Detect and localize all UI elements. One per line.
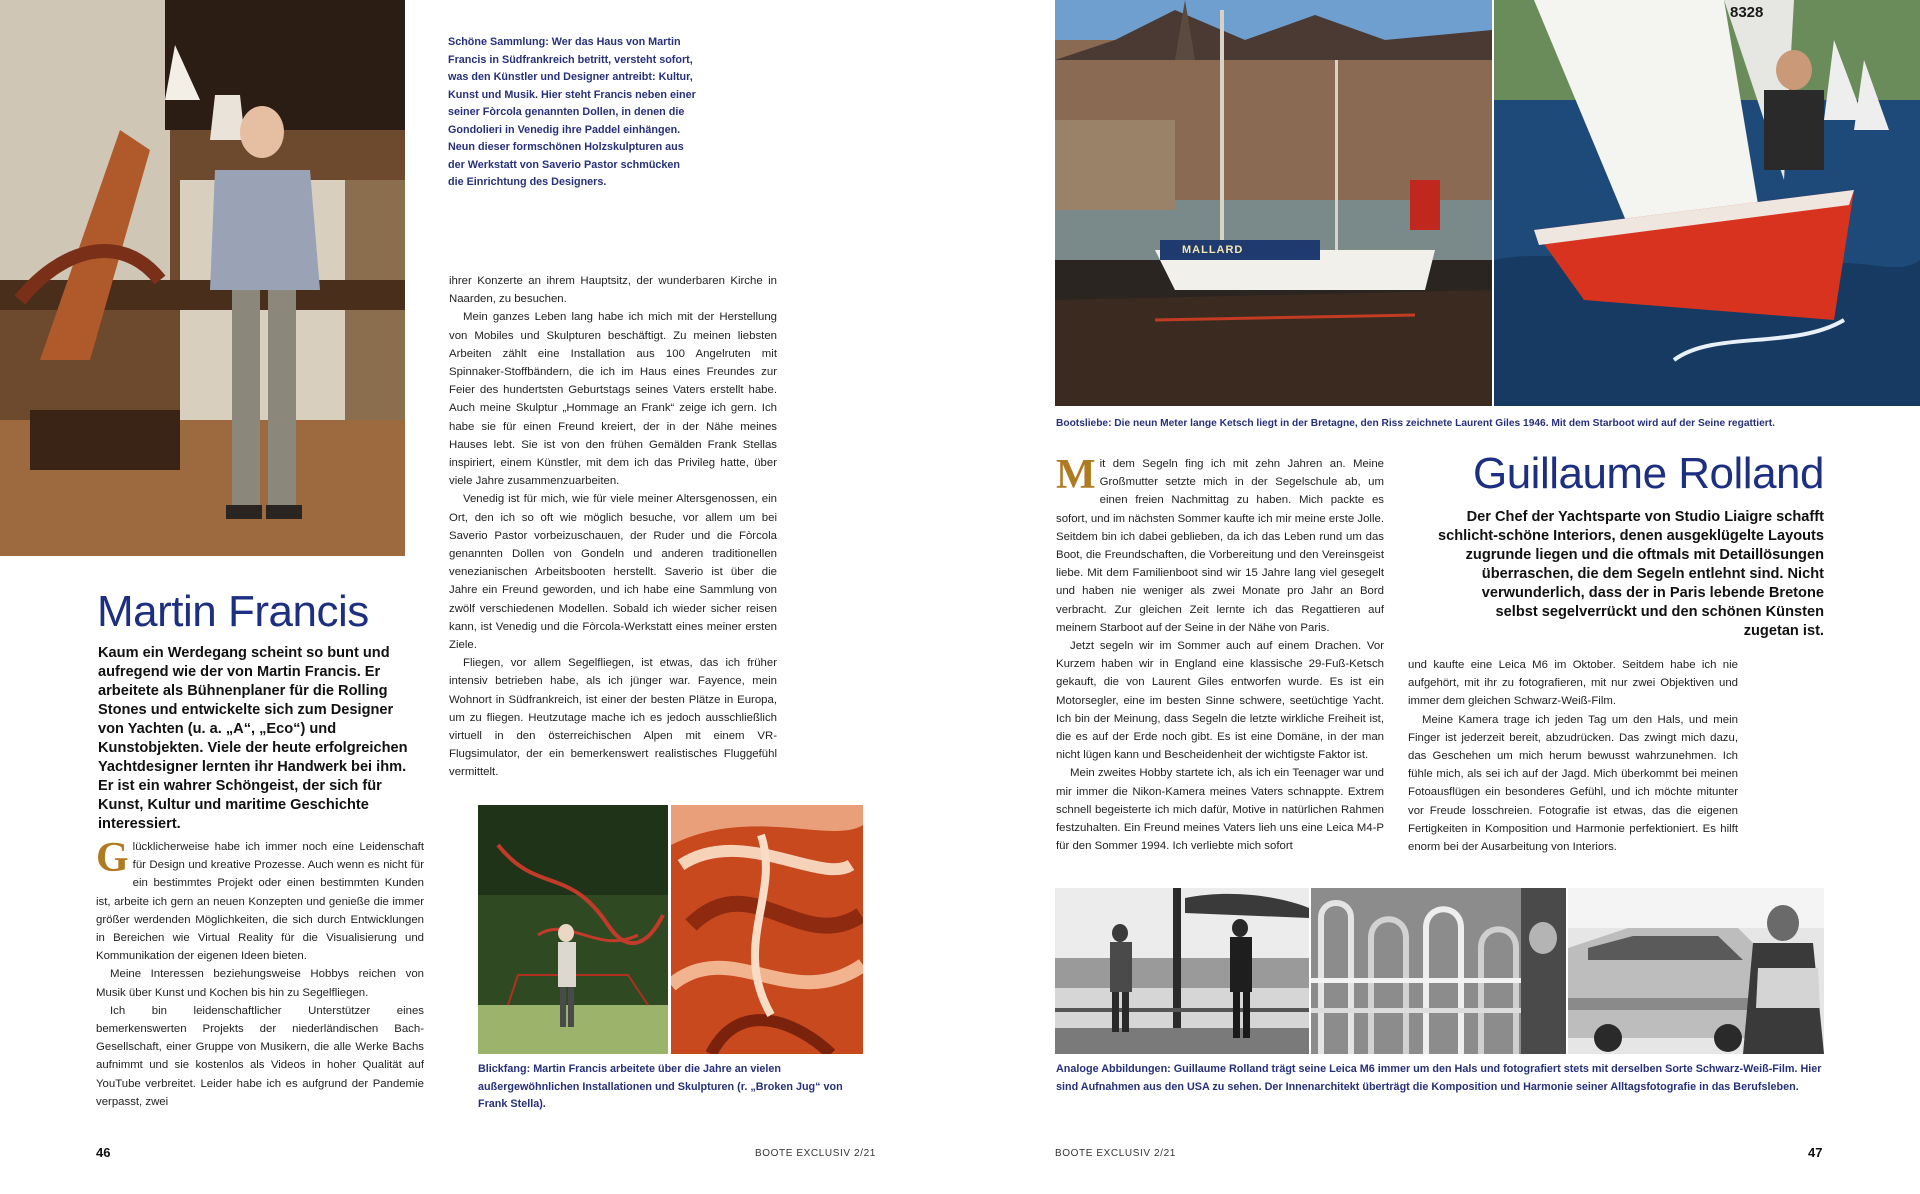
lead-paragraph-guillaume-rolland: Der Chef der Yachtsparte von Studio Liaigre schafft schlicht-schöne Interiors, denen ausgeklügelte Layouts zugrunde liegen und die oftmals mit Detaillösungen überraschen, die dem Segeln entlehnt sind. Nicht verwunderlich, dass der in Paris lebende Bretone selbst segelverrückt und den schönen Künsten zugetan ist. <box>1437 509 1824 639</box>
ketch-mallard-photo <box>1055 0 1492 406</box>
drop-cap-m: M <box>1056 452 1096 498</box>
broken-jug-sculpture-photo <box>671 805 863 1054</box>
drop-cap-g: G <box>96 835 129 881</box>
body-paragraph: lücklicherweise habe ich immer noch eine Leidenschaft für Design und kreative Prozesse. Auch wenn es nicht für ein bestimmtes Projekt oder einen bestimmten Kunden ist, arbeite ich gern an neuen Konzepten und genieße die immer größer werdenden Möglichkeiten, die sich durch Entwicklungen in Bereichen wie Virtual Reality für die Visualisierung und Kommunikation der eigenen Ideen bieten. <box>96 841 424 963</box>
body-paragraph: Meine Kamera trage ich jeden Tag um den Hals, und mein Finger ist jederzeit bereit, abzudrücken. Das zwingt mich dazu, das Geschehen um mich herum bewusst wahrzunehmen. Ich fühle mich, als sei ich auf der Jagd. Mich überkommt bei meinen Fotoausflügen ein besonderes Gefühl, und ich möchte mitunter vor Freude losschreien. Fotografie ist etwas, das die eigenen Fertigkeiten in Komposition und Harmonie perfektioniert. Es hilft enorm bei der Ausarbeitung von Interiors. <box>1408 713 1738 854</box>
photo-caption-bottom-left: Blickfang: Martin Francis arbeitete über die Jahre an vielen außergewöhnlichen Installationen und Skulpturen (r. „Broken Jug“ von Frank Stella). <box>478 1063 843 1110</box>
article-title-guillaume-rolland: Guillaume Rolland <box>1472 449 1824 498</box>
page-number-right: 47 <box>1808 1145 1823 1160</box>
body-column-left-1 <box>96 835 424 1111</box>
bw-photo-rails <box>1311 888 1566 1054</box>
body-column-right-1 <box>1056 452 1384 855</box>
body-paragraph: Meine Interessen beziehungsweise Hobbys reichen von Musik über Kunst und Kochen bis hin zu Segelfliegen. <box>96 968 424 999</box>
photo-caption-top-right: Bootsliebe: Die neun Meter lange Ketsch liegt in der Bretagne, den Riss zeichnete Laurent Giles 1946. Mit dem Starboot wird auf der Seine regattiert. <box>1056 418 1775 429</box>
lead-paragraph-martin-francis: Kaum ein Werdegang scheint so bunt und aufregend wie der von Martin Francis. Er arbeitete als Bühnenplaner für die Rolling Stones und entwickelte sich zum Designer von Yachten (u. a. „A“, „Eco“) und Kunstobjekten. Viele der heute erfolgreichen Yachtdesigner lernten ihr Handwerk bei ihm. Er ist ein wahrer Schöngeist, der sich für Kunst, Kultur und maritime Geschichte interessiert. <box>98 645 408 832</box>
photo-caption-top-left: Schöne Sammlung: Wer das Haus von Martin Francis in Südfrankreich betritt, versteht sofort, was den Künstler und Designer antreibt: Kultur, Kunst und Musik. Hier steht Francis neben einer seiner Fòrcola genannten Dollen, in denen die Gondolieri in Venedig ihre Paddel einhängen. Neun dieser formschönen Holzskulpturen aus der Werkstatt von Saverio Pastor schmücken die Einrichtung des Designers. <box>448 36 696 188</box>
body-paragraph: und kaufte eine Leica M6 im Oktober. Seitdem habe ich nie aufgehört, mit ihr zu fotografieren, mit nur zwei Objektiven und immer dem gleichen Schwarz-Weiß-Film. <box>1408 659 1738 708</box>
sail-number-label: 8328 <box>1730 4 1764 21</box>
body-paragraph: Mein zweites Hobby startete ich, als ich ein Teenager war und mir immer die Nikon-Kamera meines Vaters schnappte. Extrem schnell begeisterte ich mich dafür, Motive in natürlichen Rahmen festzuhalten. Ein Freund meines Vaters lieh uns eine Leica M4-P für den Sommer 1994. Ich verliebte mich sofort <box>1056 767 1384 853</box>
photo-caption-bottom-right: Analoge Abbildungen: Guillaume Rolland trägt seine Leica M6 immer um den Hals und fotografiert stets mit derselben Sorte Schwarz-Weiß-Film. Hier sind Aufnahmen aus den USA zu sehen. Der Innenarchitekt überträgt die Komposition und Harmonie seiner Alltagsfotografie in das Berufsleben. <box>1056 1063 1822 1093</box>
body-column-left-2 <box>449 272 777 782</box>
star-boat-regatta-photo <box>1494 0 1920 406</box>
martin-francis-portrait-photo <box>0 0 405 556</box>
magazine-issue-right: BOOTE EXCLUSIV 2/21 <box>1055 1148 1176 1159</box>
body-paragraph: Mein ganzes Leben lang habe ich mich mit der Herstellung von Mobiles und Skulpturen beschäftigt. Zu meinen liebsten Arbeiten zählt eine Installation aus 100 Angelruten mit Spinnaker-Stoffbändern, die ich im Haus eines Freundes zur Feier des hundertsten Geburtstags seines Vaters erstellt habe. Auch meine Skulptur „Hommage an Frank“ zeige ich gern. Ich habe sie für einen Freund kreiert, der in der Nähe meines Hauses lebt. Sie ist von den frühen Gemälden Frank Stellas inspiriert, einem Künstler, mit dem ich das Privileg hatte, über viele Jahre zusammenzuarbeiten. <box>449 311 777 488</box>
bw-photo-car <box>1568 888 1824 1054</box>
body-paragraph: Jetzt segeln wir im Sommer auch auf einem Drachen. Vor Kurzem haben wir in England eine klassische 29-Fuß-Ketsch gekauft, die von Laurent Giles entworfen wurde. Es ist ein Motorsegler, eine im besten Sinne schwere, seetüchtige Yacht. Ich bin der Meinung, dass Segeln die letzte wirkliche Freiheit ist, die es auf der Erde noch gibt. Es ist eine Domäne, in der man nicht lügen kann und Bescheidenheit der wichtigste Faktor ist. <box>1056 640 1384 762</box>
article-title-martin-francis: Martin Francis <box>97 587 369 636</box>
body-paragraph: Fliegen, vor allem Segelfliegen, ist etwas, das ich früher intensiv betrieben habe, als ich jünger war. Fayence, mein Wohnort in Südfrankreich, ist einer der besten Plätze in Europa, um zu fliegen. Heutzutage mache ich es jedoch ausschließlich virtuell in den österreichischen Alpen mit einem VR-Flugsimulator, der ein bemerkenswert realistisches Fluggefühl vermittelt. <box>449 657 777 779</box>
body-paragraph: ihrer Konzerte an ihrem Hauptsitz, der wunderbaren Kirche in Naarden, zu besuchen. <box>449 275 777 306</box>
installation-photo <box>478 805 668 1054</box>
body-paragraph: it dem Segeln fing ich mit zehn Jahren an. Meine Großmutter setzte mich in der Segelschule ab, um einen freien Nachmittag zu haben. Mich packte es sofort, und im nächsten Sommer kaufte ich mir meine erste Jolle. Seitdem bin ich dabei geblieben, da ich das Leben rund um das Boot, die Freundschaften, die Vorbereitung und den Vereinsgeist liebe. Mit dem Familienboot sind wir 15 Jahre lang viel gesegelt und haben nie weniger als zwei Monate pro Jahr an Bord verbracht. Zur gleichen Zeit lernte ich das Regattieren auf meinem Starboot auf der Seine in der Nähe von Paris. <box>1056 458 1384 634</box>
bw-photo-ferry <box>1055 888 1309 1054</box>
body-paragraph: Ich bin leidenschaftlicher Unterstützer eines bemerkenswerten Projekts der niederländischen Bach-Gesellschaft, einer Gruppe von Musikern, die alle Werke Bachs aufnimmt und sie kostenlos als Videos in hoher Qualität auf YouTube verbreitet. Leider habe ich es aufgrund der Pandemie verpasst, zwei <box>96 1004 424 1108</box>
page-number-left: 46 <box>96 1145 111 1160</box>
magazine-issue-left: BOOTE EXCLUSIV 2/21 <box>755 1148 876 1159</box>
boat-name-label: MALLARD <box>1182 244 1244 256</box>
body-paragraph: Venedig ist für mich, wie für viele meiner Altersgenossen, ein Ort, den ich so oft wie möglich besuche, vor allem um bei Saverio Pastor vorbeizuschauen, der Ruder und die Fòrcola genannten Dollen von Gondeln und anderen traditionellen venezianischen Arbeitsbooten herstellt. Saverio ist über die Jahre ein Freund geworden, und ich habe eine Sammlung von zwölf verschiedenen Modellen. Sobald ich wieder sicher reisen kann, ist Venedig und die Fòrcola-Werkstatt eines meiner ersten Ziele. <box>449 493 777 652</box>
body-column-right-2 <box>1408 656 1738 856</box>
